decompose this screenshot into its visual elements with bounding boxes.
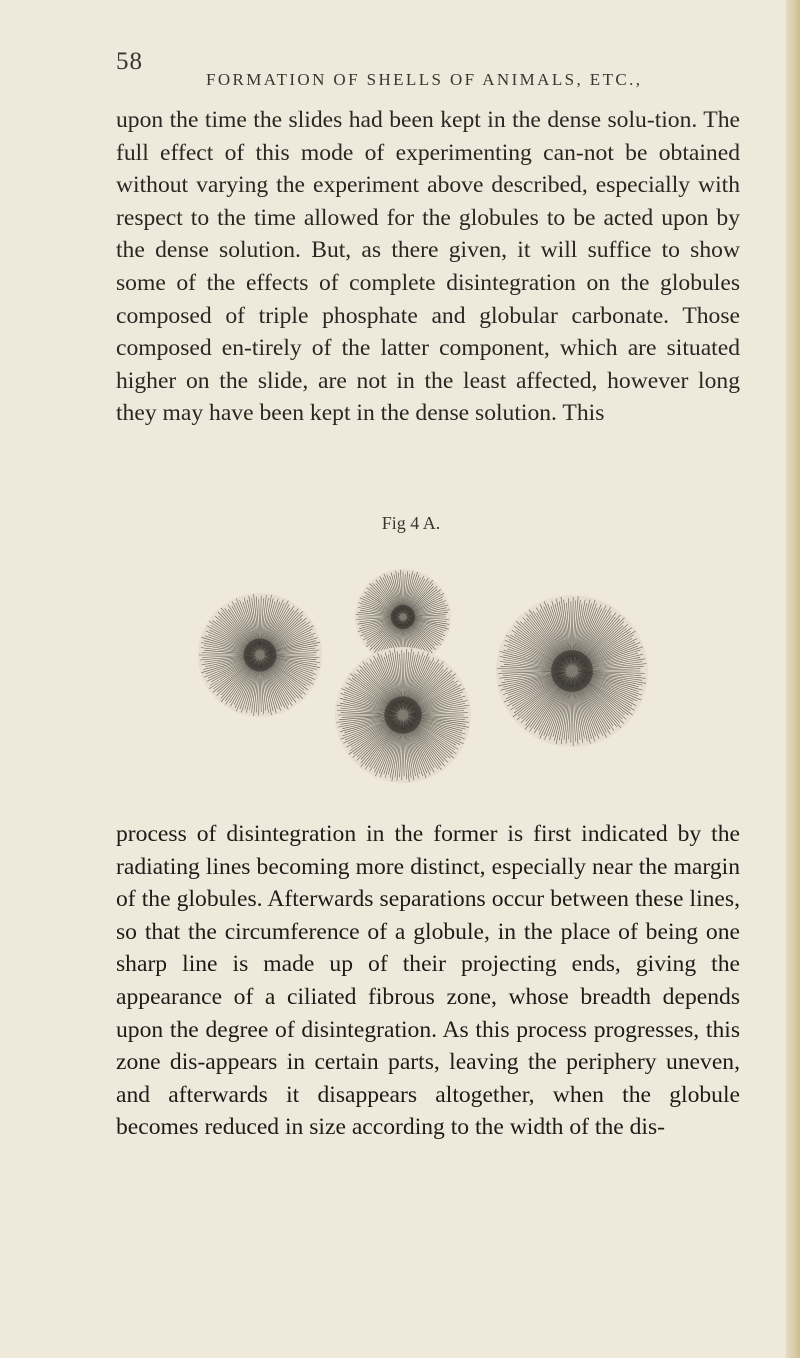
page-number: 58: [116, 48, 143, 75]
figure-illustration: [190, 555, 750, 795]
small-left-globule: [198, 593, 322, 717]
page-header: [116, 48, 716, 88]
right-globule: [496, 595, 648, 747]
stacked-lower-globule: [335, 647, 471, 783]
running-head: FORMATION OF SHELLS OF ANIMALS, ETC.,: [206, 70, 643, 89]
figure-caption: Fig 4 A.: [381, 513, 441, 533]
paragraph-bottom: process of disintegration in the former is first indicated by the radiating lines becoming more distinct, especially near the margin of the globules. Afterwards separations occur between these lines, so that the circumference of a globule, in the place of being one sharp line is made up of their projecting ends, giving the appearance of a ciliated fibrous zone, whose breadth depends upon the degree of disintegration. As this process progresses, this zone dis-appears in certain parts, leaving the periphery uneven, and afterwards it disappears altogether, when the globule becomes reduced in size according to the width of the dis-: [116, 821, 740, 1141]
paragraph-top: upon the time the slides had been kept in the dense solu-tion. The full effect of this mode of experimenting can-not be obtained without varying the experiment above described, especially with respect to the time allowed for the globules to be acted upon by the dense solution. But, as there given, it will suffice to show some of the effects of complete disintegration on the globules composed of triple phosphate and globular carbonate. Those composed en-tirely of the latter component, which are situated higher on the slide, are not in the least affected, however long they may have been kept in the dense solution. This: [116, 107, 740, 427]
page-edge: [786, 0, 800, 1358]
